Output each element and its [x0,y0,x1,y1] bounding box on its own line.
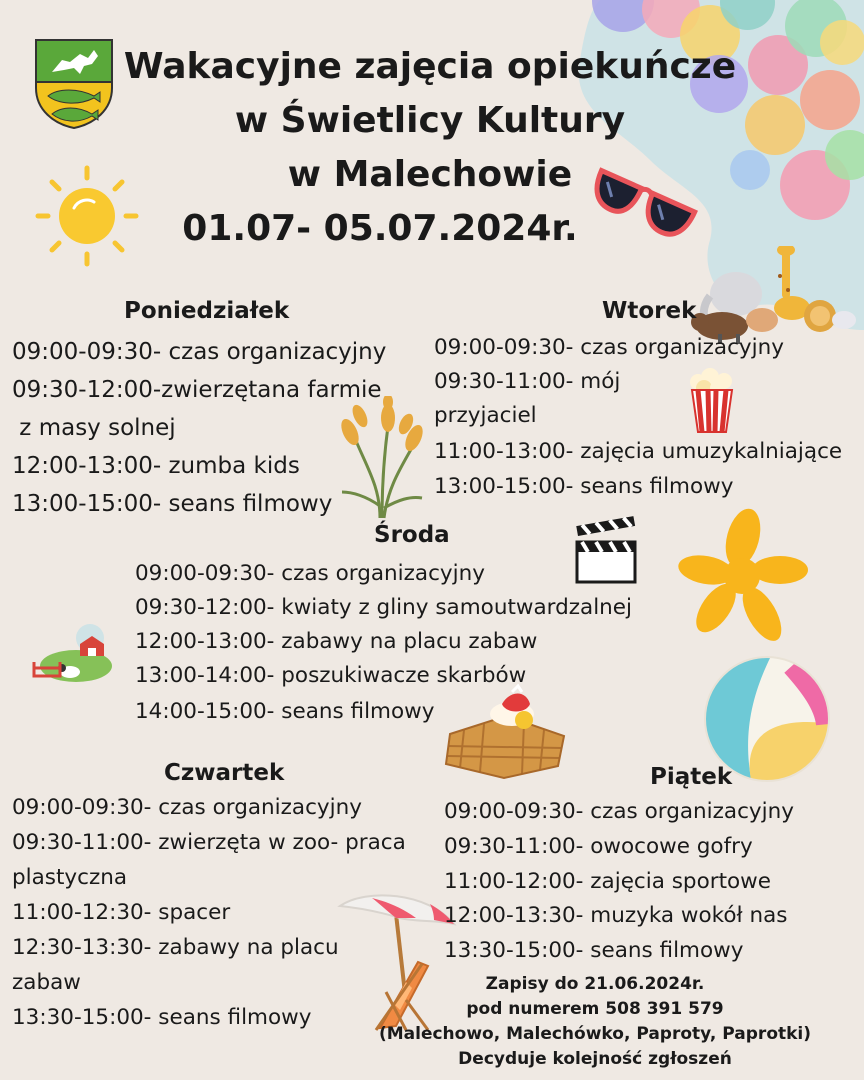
wednesday-line-5: 14:00-15:00- seans filmowy [135,699,435,724]
thursday-line-6: zabaw [12,970,81,995]
tuesday-line-2: 09:30-11:00- mój [434,369,621,394]
tuesday-line-3: przyjaciel [434,403,537,428]
monday-line-2: 09:30-12:00-zwierzętana farmie [12,377,382,403]
tuesday-heading: Wtorek [602,298,697,324]
wheat-icon [336,396,426,520]
wednesday-heading: Środa [374,522,450,548]
registration-phone: pod numerem 508 391 579 [466,999,724,1019]
friday-line-5: 13:30-15:00- seans filmowy [444,938,744,963]
friday-line-3: 11:00-12:00- zajęcia sportowe [444,869,771,894]
monday-line-3: z masy solnej [12,415,176,441]
friday-heading: Piątek [650,764,733,790]
registration-deadline: Zapisy do 21.06.2024r. [485,974,705,994]
monday-heading: Poniedziałek [124,298,290,324]
thursday-line-3: plastyczna [12,865,128,890]
wednesday-line-1: 09:00-09:30- czas organizacyjny [135,561,485,586]
poster-title [110,40,750,256]
thursday-heading: Czwartek [164,760,285,786]
popcorn-icon [686,368,738,434]
farm-icon [30,622,114,686]
monday-line-1: 09:00-09:30- czas organizacyjny [12,339,387,365]
friday-line-4: 12:00-13:30- muzyka wokół nas [444,903,788,928]
friday-line-2: 09:30-11:00- owocowe gofry [444,834,753,859]
wednesday-line-2: 09:30-12:00- kwiaty z gliny samoutwardzalnej [135,595,632,620]
tuesday-line-1: 09:00-09:30- czas organizacyjny [434,335,784,360]
waffle-icon [440,684,570,780]
monday-line-5: 13:00-15:00- seans filmowy [12,491,333,517]
title-line-3: w Malechowie [287,154,573,195]
thursday-line-2: 09:30-11:00- zwierzęta w zoo- praca [12,830,406,855]
zoo-animals-icon [688,246,858,346]
monday-line-4: 12:00-13:00- zumba kids [12,453,300,479]
thursday-line-7: 13:30-15:00- seans filmowy [12,1005,312,1030]
wednesday-line-4: 13:00-14:00- poszukiwacze skarbów [135,663,527,688]
coat-of-arms-icon [34,38,114,130]
title-line-2: w Świetlicy Kultury [234,100,626,141]
thursday-line-1: 09:00-09:30- czas organizacyjny [12,795,362,820]
registration-villages: (Malechowo, Malechówko, Paproty, Paprotki) [378,1024,812,1044]
title-date: 01.07- 05.07.2024r. [182,208,578,249]
title-line-1: Wakacyjne zajęcia opiekuńcze [123,46,737,87]
registration-info [355,972,835,1072]
friday-line-1: 09:00-09:30- czas organizacyjny [444,799,794,824]
thursday-line-4: 11:00-12:30- spacer [12,900,231,925]
registration-order-note: Decyduje kolejność zgłoszeń [458,1049,732,1069]
wednesday-line-3: 12:00-13:00- zabawy na placu zabaw [135,629,538,654]
tuesday-line-5: 13:00-15:00- seans filmowy [434,474,734,499]
flower-icon [676,508,810,646]
tuesday-line-4: 11:00-13:00- zajęcia umuzykalniające [434,439,843,464]
thursday-line-5: 12:30-13:30- zabawy na placu [12,935,339,960]
clapperboard-icon [574,516,638,586]
